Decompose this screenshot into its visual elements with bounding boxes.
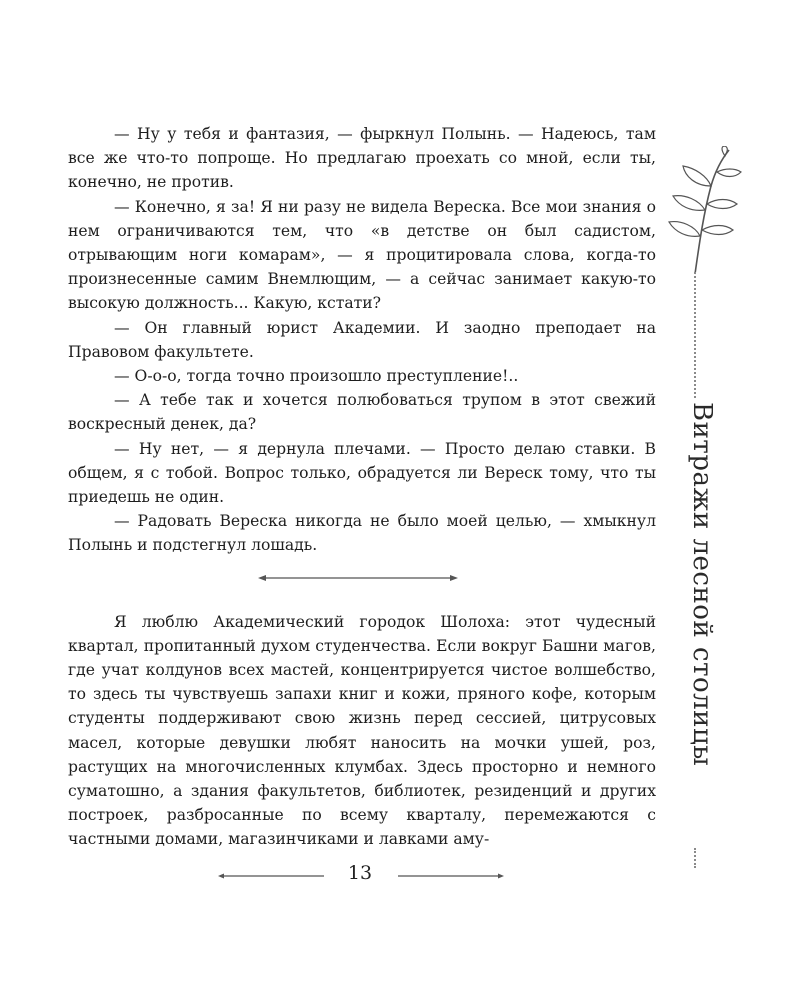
paragraph-3: — Он главный юрист Академии. И заодно преподает на Правовом факультете. bbox=[68, 318, 656, 361]
footer-right-ornament-icon bbox=[398, 872, 504, 880]
paragraph-4: — О-о-о, тогда точно произошло преступление!.. bbox=[114, 367, 519, 386]
divider-ornament-icon bbox=[258, 572, 458, 584]
footer-left-ornament-icon bbox=[218, 872, 324, 880]
paragraph-6: — Ну нет, — я дернула плечами. — Просто делаю ставки. В общем, я с тобой. Вопрос только, обрадуется ли Вереск тому, что ты приедешь не один. bbox=[68, 439, 656, 507]
running-title: Витражи лесной столицы bbox=[687, 402, 717, 767]
text-column bbox=[68, 122, 656, 852]
page-number: 13 bbox=[347, 862, 373, 884]
paragraph-1: — Ну у тебя и фантазия, — фыркнул Полынь. — Надеюсь, там все же что-то попроще. Но предлагаю проехать со мной, если ты, конечно, не против. bbox=[68, 125, 656, 192]
leaf-branch-icon bbox=[655, 146, 745, 276]
paragraph-2: — Конечно, я за! Я ни разу не видела Вереска. Все мои знания о нем ограничиваются тем, что «в детстве он был садистом, отрывающим ноги комарам», — я процитировала слова, когда-то произнесенные самим Внемлющим, — а сейчас занимает какую-то высокую должность... Какую, кстати? bbox=[68, 197, 656, 313]
paragraph-8: Я люблю Академический городок Шолоха: этот чудесный квартал, пропитанный духом студенчества. Если вокруг Башни магов, где учат колдунов всех мастей, концентрируется чистое волшебство, то здесь ты чувствуешь запахи книг и кожи, пряного кофе, которым студенты поддерживают свою жизнь перед сессией, цитрусовых масел, которые девушки любят наносить на мочки ушей, роз, растущих на многочисленных клумбах. Здесь просторно и немного суматошно, а здания факультетов, библиотек, резиденций и других построек, разбросанные по всему кварталу, перемежаются с частными домами, магазинчиками и лавками аму- bbox=[68, 612, 656, 849]
section-divider bbox=[68, 558, 656, 610]
paragraph-7: — Радовать Вереска никогда не было моей целью, — хмыкнул Полынь и подстегнул лошадь. bbox=[68, 512, 656, 555]
paragraph-5: — А тебе так и хочется полюбоваться трупом в этот свежий воскресный денек, да? bbox=[68, 391, 656, 434]
page-footer bbox=[0, 860, 800, 890]
side-rule-top bbox=[694, 272, 696, 398]
